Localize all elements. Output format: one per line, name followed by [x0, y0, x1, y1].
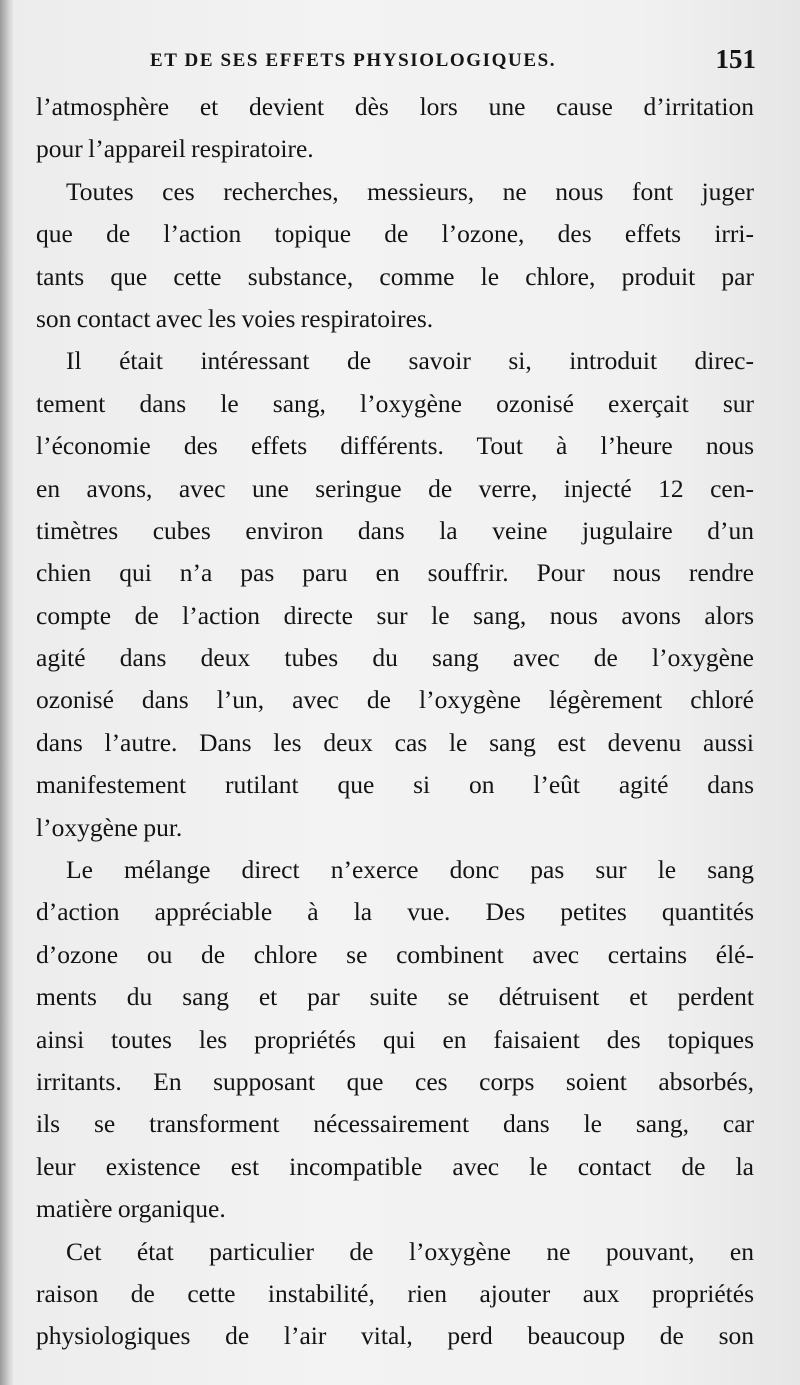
- paragraph-3: [36, 340, 754, 849]
- text-line: Il était intéressant de savoir si, introduit direc-: [66, 346, 754, 376]
- text-line: physiologiques de l’air vital, perd beaucoup de son: [36, 1321, 754, 1351]
- text-line: ments du sang et par suite se détruisent et perdent: [36, 982, 754, 1012]
- text-line: irritants. En supposant que ces corps soient absorbés,: [36, 1066, 754, 1096]
- paragraph-1: [36, 86, 754, 171]
- text-line: l’oxygène pur.: [36, 812, 183, 842]
- text-line: ils se transforment nécessairement dans le sang, car: [36, 1109, 754, 1139]
- text-line: timètres cubes environ dans la veine jugulaire d’un: [36, 515, 754, 545]
- text-line: ozonisé dans l’un, avec de l’oxygène légèrement chloré: [36, 685, 754, 715]
- text-line: Le mélange direct n’exerce donc pas sur le sang: [66, 855, 754, 885]
- text-line: leur existence est incompatible avec le contact de la: [36, 1151, 754, 1181]
- paragraph-5: [36, 1231, 754, 1358]
- text-line: Toutes ces recherches, messieurs, ne nous font juger: [66, 176, 754, 206]
- text-line: en avons, avec une seringue de verre, injecté 12 cen-: [36, 473, 754, 503]
- paragraph-4: [36, 849, 754, 1231]
- text-line: agité dans deux tubes du sang avec de l’oxygène: [36, 643, 754, 673]
- text-line: d’action appréciable à la vue. Des petites quantités: [36, 897, 754, 927]
- text-line: ainsi toutes les propriétés qui en faisaient des topiques: [36, 1024, 754, 1054]
- running-title: ET DE SES EFFETS PHYSIOLOGIQUES.: [150, 50, 557, 71]
- page-number: 151: [715, 44, 756, 74]
- text-line: l’atmosphère et devient dès lors une cause d’irritation: [36, 92, 754, 121]
- page-gutter-shadow: [0, 0, 14, 1385]
- text-line: pour l’appareil respiratoire.: [36, 134, 314, 164]
- text-line: raison de cette instabilité, rien ajouter aux propriétés: [36, 1278, 754, 1308]
- running-head: [40, 44, 756, 84]
- body-text: [36, 86, 754, 1358]
- text-line: tants que cette substance, comme le chlore, produit par: [36, 261, 754, 291]
- paragraph-2: [36, 171, 754, 341]
- text-line: que de l’action topique de l’ozone, des effets irri-: [36, 219, 754, 249]
- text-line: manifestement rutilant que si on l’eût agité dans: [36, 770, 754, 800]
- text-line: matière organique.: [36, 1194, 226, 1224]
- text-line: Cet état particulier de l’oxygène ne pouvant, en: [66, 1236, 754, 1266]
- text-line: dans l’autre. Dans les deux cas le sang est devenu aussi: [36, 727, 754, 757]
- text-line: l’économie des effets différents. Tout à l’heure nous: [36, 431, 754, 461]
- text-line: compte de l’action directe sur le sang, nous avons alors: [36, 600, 754, 630]
- text-line: tement dans le sang, l’oxygène ozonisé exerçait sur: [36, 388, 754, 418]
- text-line: chien qui n’a pas paru en souffrir. Pour nous rendre: [36, 558, 754, 588]
- text-line: d’ozone ou de chlore se combinent avec certains élé-: [36, 939, 754, 969]
- text-line: son contact avec les voies respiratoires.: [36, 303, 434, 333]
